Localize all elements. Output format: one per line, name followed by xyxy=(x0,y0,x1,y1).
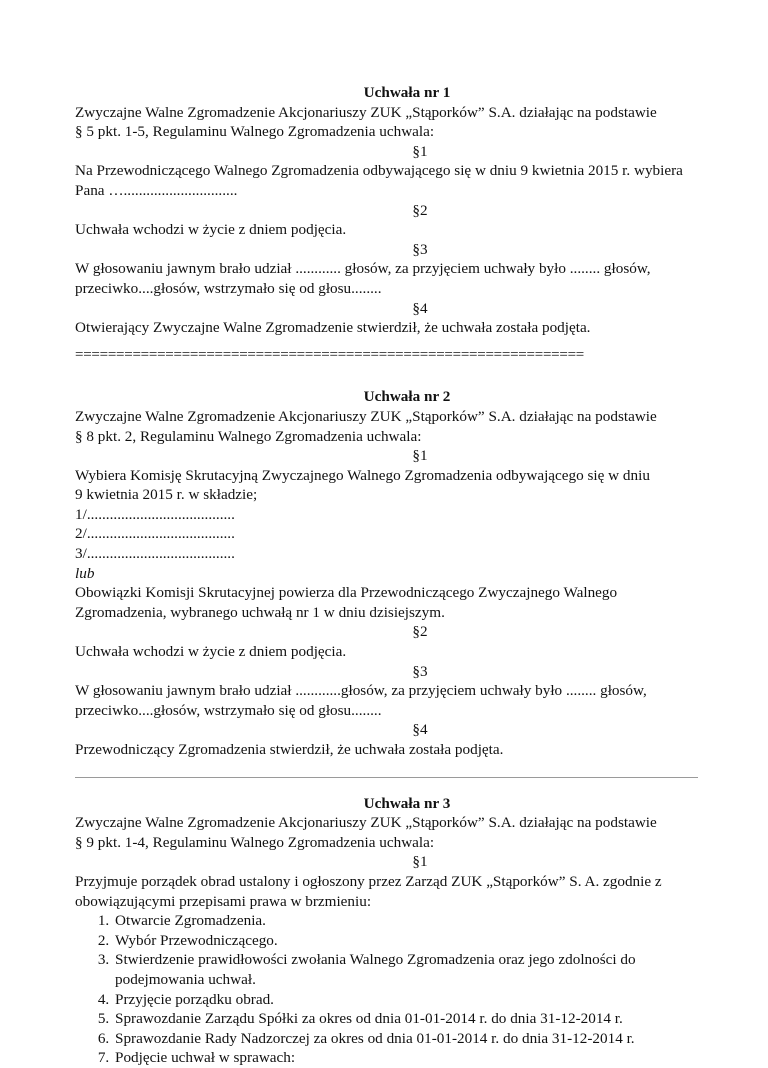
resolution-2-intro-line-1: Zwyczajne Walne Zgromadzenie Akcjonariuszy ZUK „Stąporków” S.A. działając na podstawie xyxy=(75,407,657,425)
resolution-2-paragraph-4-text: Przewodniczący Zgromadzenia stwierdził, że uchwała została podjęta. xyxy=(75,741,504,758)
resolution-3 xyxy=(75,794,705,1068)
resolution-2 xyxy=(75,387,705,759)
resolution-2-paragraph-4-heading: §4 xyxy=(412,721,428,739)
agenda-item: 3. Stwierdzenie prawidłowości zwołania Walnego Zgromadzenia oraz jego zdolności do podejmowania uchwał. xyxy=(113,950,675,989)
document-page xyxy=(75,83,705,1068)
agenda-list xyxy=(75,911,705,1068)
resolution-2-paragraph-3-text-2: przeciwko....głosów, wstrzymało się od głosu........ xyxy=(75,701,382,719)
separator-equals-line: ============================================================== xyxy=(75,346,584,363)
resolution-2-paragraph-1-text-2: 9 kwietnia 2015 r. w składzie; xyxy=(75,486,258,504)
resolution-3-intro-line-1: Zwyczajne Walne Zgromadzenie Akcjonariuszy ZUK „Stąporków” S.A. działając na podstawie xyxy=(75,814,657,832)
resolution-2-paragraph-2-text: Uchwała wchodzi w życie z dniem podjęcia. xyxy=(75,643,347,661)
resolution-1-paragraph-1-heading: §1 xyxy=(412,142,428,160)
resolution-1-intro-line-1: Zwyczajne Walne Zgromadzenie Akcjonariuszy ZUK „Stąporków” S.A. działając na podstawie xyxy=(75,103,657,121)
resolution-2-intro-line-2: § 8 pkt. 2, Regulaminu Walnego Zgromadzenia uchwala: xyxy=(75,427,422,445)
commission-member-2: 2/....................................... xyxy=(75,525,235,543)
resolution-1-paragraph-4-heading: §4 xyxy=(412,299,428,317)
resolution-1 xyxy=(75,83,705,338)
resolution-3-title: Uchwała nr 3 xyxy=(363,794,451,812)
resolution-1-paragraph-3-text-1: W głosowaniu jawnym brało udział ............ głosów, za przyjęciem uchwały było ........ głosów, xyxy=(75,260,651,278)
resolution-1-paragraph-2-text: Uchwała wchodzi w życie z dniem podjęcia. xyxy=(75,221,347,239)
resolution-1-paragraph-1-text-2: Pana ….............................. xyxy=(75,181,238,199)
agenda-item: 5. Sprawozdanie Zarządu Spółki za okres od dnia 01-01-2014 r. do dnia 31-12-2014 r. xyxy=(113,1009,705,1029)
agenda-item: 1. Otwarcie Zgromadzenia. xyxy=(113,911,705,931)
agenda-item: 4. Przyjęcie porządku obrad. xyxy=(113,990,705,1010)
resolution-2-paragraph-3-text-1: W głosowaniu jawnym brało udział ............głosów, za przyjęciem uchwały było ........ głosów, xyxy=(75,682,647,700)
commission-member-3: 3/....................................... xyxy=(75,545,235,563)
resolution-3-paragraph-1-text-1: Przyjmuje porządek obrad ustalony i ogłoszony przez Zarząd ZUK „Stąporków” S. A. zgodnie z xyxy=(75,872,662,890)
resolution-2-paragraph-1-text-1: Wybiera Komisję Skrutacyjną Zwyczajnego Walnego Zgromadzenia odbywającego się w dniu xyxy=(75,466,650,484)
resolution-2-alternative-text-2: Zgromadzenia, wybranego uchwałą nr 1 w dniu dzisiejszym. xyxy=(75,603,445,621)
resolution-2-paragraph-3-heading: §3 xyxy=(412,662,428,680)
resolution-2-paragraph-2-heading: §2 xyxy=(412,623,428,641)
resolution-2-paragraph-1-heading: §1 xyxy=(412,447,428,465)
resolution-2-alternative-text-1: Obowiązki Komisji Skrutacyjnej powierza dla Przewodniczącego Zwyczajnego Walnego xyxy=(75,584,618,602)
resolution-1-paragraph-2-heading: §2 xyxy=(412,201,428,219)
horizontal-divider xyxy=(75,777,698,778)
agenda-item: 2. Wybór Przewodniczącego. xyxy=(113,931,705,951)
agenda-item: 6. Sprawozdanie Rady Nadzorczej za okres od dnia 01-01-2014 r. do dnia 31-12-2014 r. xyxy=(113,1029,705,1049)
alternative-marker: lub xyxy=(75,564,95,582)
agenda-item: 7. Podjęcie uchwał w sprawach: xyxy=(113,1048,705,1068)
resolution-1-paragraph-1-text-1: Na Przewodniczącego Walnego Zgromadzenia odbywającego się w dniu 9 kwietnia 2015 r. wybiera xyxy=(75,162,683,180)
resolution-3-intro-line-2: § 9 pkt. 1-4, Regulaminu Walnego Zgromadzenia uchwala: xyxy=(75,833,435,851)
commission-member-1: 1/....................................... xyxy=(75,505,235,523)
resolution-1-paragraph-3-text-2: przeciwko....głosów, wstrzymało się od głosu........ xyxy=(75,279,382,297)
resolution-1-paragraph-4-text: Otwierający Zwyczajne Walne Zgromadzenie stwierdził, że uchwała została podjęta. xyxy=(75,319,591,337)
resolution-3-paragraph-1-text-2: obowiązującymi przepisami prawa w brzmieniu: xyxy=(75,892,372,910)
resolution-1-title: Uchwała nr 1 xyxy=(363,84,451,101)
resolution-2-title: Uchwała nr 2 xyxy=(363,388,451,406)
resolution-1-paragraph-3-heading: §3 xyxy=(412,240,428,258)
resolution-1-intro-line-2: § 5 pkt. 1-5, Regulaminu Walnego Zgromadzenia uchwala: xyxy=(75,123,435,141)
resolution-3-paragraph-1-heading: §1 xyxy=(412,853,428,871)
